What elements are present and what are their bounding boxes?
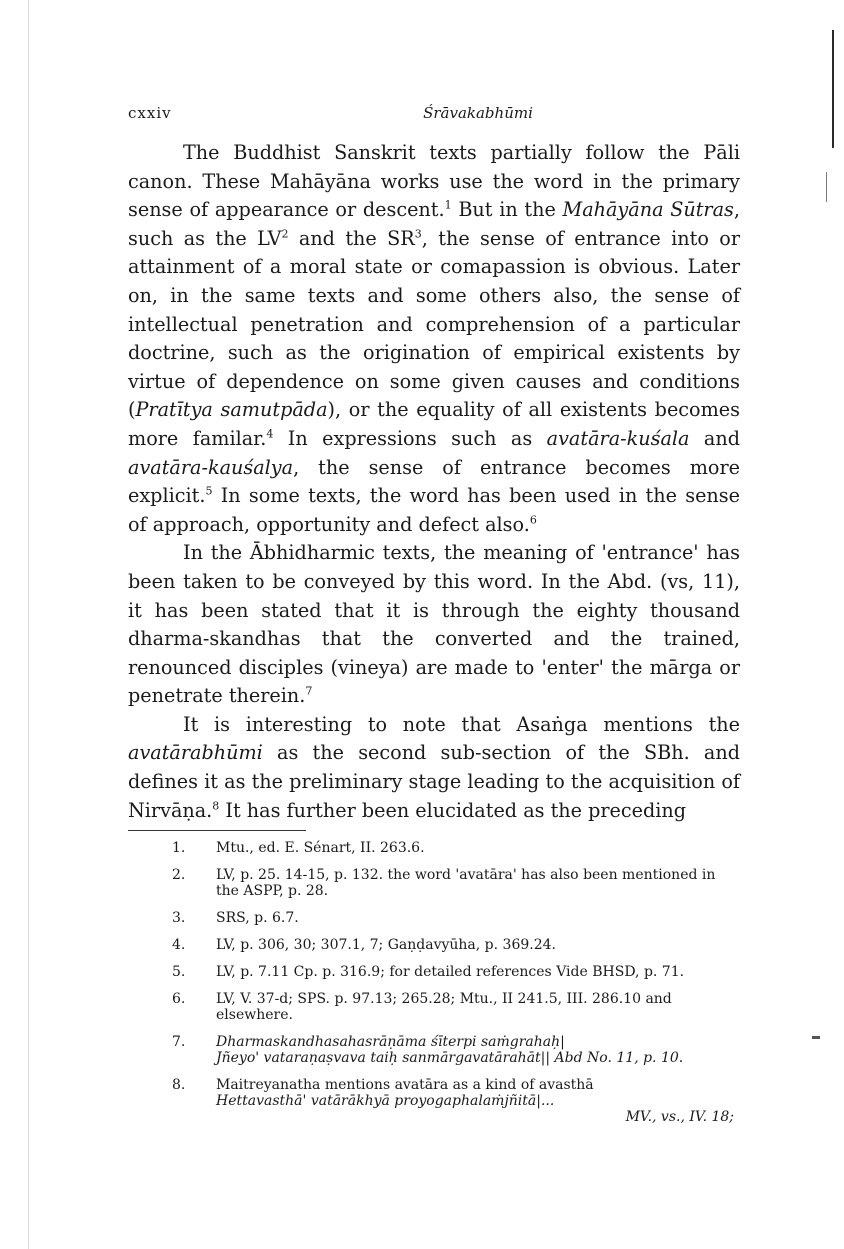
footnote-6 — [172, 991, 742, 1023]
running-title: Śrāvakabhūmi — [423, 104, 533, 122]
footnote-number: 5. — [172, 964, 186, 980]
footnote-ref: 2 — [281, 227, 289, 241]
footnote-4 — [172, 937, 742, 953]
text-run: and the SR — [288, 226, 415, 250]
page-number: cxxiv — [128, 104, 172, 122]
footnote-text: LV, p. 306, 30; 307.1, 7; Gaṇḍavyūha, p. 369.24. — [216, 937, 556, 953]
footnote-text: LV, p. 25. 14-15, p. 132. the word 'avatāra' has also been mentioned in the ASPP, p. 28. — [216, 867, 716, 899]
footnote-text: SRS, p. 6.7. — [216, 910, 299, 926]
text-run: , the sense of entrance into or attainment of a moral state or comapassion is obvious. Later on, in the same texts and some others also, the sense of intellectual penetration and comprehension of a particular doctrine, such as the origination of empirical existents by virtue of dependence on some given causes and conditions ( — [128, 226, 740, 422]
footnote-number: 2. — [172, 867, 186, 883]
scan-mark-right-small — [826, 172, 827, 202]
footnote-ref: 7 — [305, 684, 313, 698]
paragraph-3 — [128, 711, 740, 825]
footnote-number: 3. — [172, 910, 186, 926]
footnote-1 — [172, 840, 742, 856]
footnote-ref: 1 — [444, 198, 452, 212]
footnote-text: Maitreyanatha mentions avatāra as a kind of avasthā — [216, 1077, 594, 1093]
footnote-number: 4. — [172, 937, 186, 953]
footnote-number: 8. — [172, 1077, 186, 1093]
text-run: , such as the LV — [128, 198, 740, 250]
paragraph-2 — [128, 539, 740, 711]
scan-mark-right — [832, 30, 834, 148]
footnote-verse-line: Hettavasthā' vatārākhyā proyogaphalaṁjñitā|... — [216, 1093, 555, 1109]
scan-edge-line — [28, 0, 29, 1249]
footnote-number: 1. — [172, 840, 186, 856]
footnote-text: Mtu., ed. E. Sénart, II. 263.6. — [216, 840, 425, 856]
text-run: In the Ābhidharmic texts, the meaning of 'entrance' has been taken to be conveyed by this word. In the Abd. (vs, 11), it has been stated that it is through the eighty thousand dharma-skandhas that the converted and the trained, renounced disciples (vineya) are made to 'enter' the mārga or penetrate therein. — [128, 541, 740, 708]
italic-term: Mahāyāna Sūtras — [562, 198, 734, 222]
text-run: ), or the equality of all existents becomes more familar. — [128, 398, 740, 450]
text-run: But in the — [451, 198, 563, 222]
footnote-divider — [128, 830, 306, 831]
paragraph-1 — [128, 139, 740, 539]
footnote-number: 7. — [172, 1034, 186, 1050]
footnote-8 — [172, 1077, 742, 1125]
footnote-2 — [172, 867, 742, 899]
text-run: , the sense of entrance becomes more explicit. — [128, 455, 740, 508]
footnote-5 — [172, 964, 742, 980]
footnote-7 — [172, 1034, 742, 1066]
page-header — [128, 104, 738, 128]
footnote-verse-line: Jñeyo' vataraṇaṣvava taiḥ sanmārgavatārahāt|| Abd No. 11, p. 10. — [216, 1050, 684, 1066]
footnote-ref: 6 — [529, 513, 537, 527]
footnote-ref: 5 — [205, 484, 213, 498]
footnote-text: LV, V. 37-d; SPS. p. 97.13; 265.28; Mtu., II 241.5, III. 286.10 and elsewhere. — [216, 991, 672, 1023]
body-text — [128, 139, 740, 825]
text-run: In expressions such as — [273, 426, 547, 450]
italic-term: avatāra-kuśala — [546, 426, 690, 450]
scan-mark-right-dash — [812, 1036, 820, 1039]
footnote-verse-line: Dharmaskandhasahasrāṇāma śīterpi saṁgrahaḥ| — [216, 1034, 565, 1050]
footnote-3 — [172, 910, 742, 926]
text-run: as the second sub-section of the SBh. and defines it as the preliminary stage leading to the acquisition of Nirvāṇa. — [128, 741, 740, 822]
italic-term: avatārabhūmi — [128, 741, 263, 765]
footnote-citation: MV., vs., IV. 18; — [625, 1109, 734, 1125]
footnote-ref: 4 — [266, 427, 274, 441]
text-run: The Buddhist Sanskrit texts partially follow the Pāli canon. These Mahāyāna works use the word in the primary sense of appearance or descent. — [128, 141, 740, 222]
footnote-number: 6. — [172, 991, 186, 1007]
italic-term: Pratītya samutpāda — [135, 398, 328, 422]
text-run: In some texts, the word has been used in the sense of approach, opportunity and defect also. — [128, 484, 740, 536]
footnotes-list — [172, 840, 742, 1136]
text-run: and — [689, 426, 740, 450]
footnote-text: LV, p. 7.11 Cp. p. 316.9; for detailed references Vide BHSD, p. 71. — [216, 964, 685, 980]
text-run: It has further been elucidated as the preceding — [219, 798, 687, 822]
footnote-ref: 8 — [212, 799, 220, 813]
footnote-ref: 3 — [414, 227, 422, 241]
italic-term: avatāra-kauśalya — [128, 455, 294, 479]
text-run: It is interesting to note that Asaṅga mentions the — [183, 712, 740, 736]
